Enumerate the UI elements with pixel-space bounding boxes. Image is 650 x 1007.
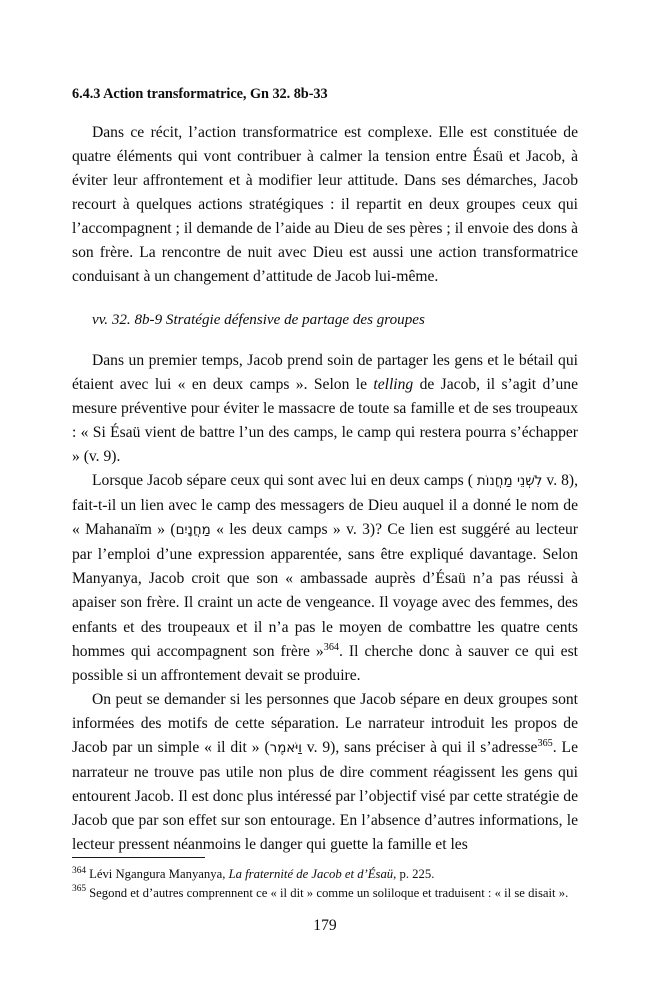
- hebrew-vayomer: וַיֹּאמֶר: [269, 741, 302, 757]
- page-number: 179: [313, 917, 337, 934]
- para4-segment-2: v. 9), sans préciser à qui il s’adresse: [301, 739, 538, 757]
- page-content: [72, 0, 578, 857]
- para3-segment-2: v. 8), fait-t-il un lien avec le camp des messagers de Dieu auquel il a donné le nom de « Mahanaïm » (: [72, 471, 578, 539]
- footnote-reference-364[interactable]: 364: [323, 641, 340, 653]
- para3-segment-1: Lorsque Jacob sépare ceux qui sont avec lui en deux camps (: [92, 471, 477, 489]
- para4-segment-1: On peut se demander si les personnes que Jacob sépare en deux groupes sont informées des motifs de cette séparation. Le narrateur introduit les propos de Jacob par un simple « il dit » (: [72, 690, 578, 757]
- footnote-reference-365[interactable]: 365: [537, 737, 553, 749]
- body-paragraph-3: [72, 469, 578, 688]
- footnote-365-number: 365: [72, 884, 87, 895]
- body-paragraph-1: Dans ce récit, l’action transformatrice est complexe. Elle est constituée de quatre éléments qui vont contribuer à calmer la tension entre Ésaü et Jacob, à éviter leur affrontement et à modifier leur attitude. Dans ses démarches, Jacob recourt à quelques actions stratégiques : il repartit en deux groupes ceux qui l’accompagnent ; il demande de l’aide au Dieu de ses pères ; il envoie des dons à son frère. La rencontre de nuit avec Dieu est aussi une action transformatrice conduisant à un changement d’attitude de Jacob lui-même.: [72, 123, 578, 286]
- body-paragraph-2: [72, 349, 578, 469]
- footnote-365-text: Segond et d’autres comprennent ce « il dit » comme un soliloque et traduisent : « il se disait ».: [89, 885, 569, 900]
- footnote-364-number: 364: [72, 865, 87, 876]
- section-heading: 6.4.3 Action transformatrice, Gn 32. 8b-33: [72, 86, 328, 102]
- footnote-364: [72, 865, 578, 884]
- footnote-364-title: La fraternité de Jacob et d’Ésaü: [228, 867, 394, 881]
- verse-subheading: vv. 32. 8b-9 Stratégie défensive de partage des groupes: [92, 311, 425, 328]
- para2-italic-telling: telling: [373, 375, 414, 393]
- hebrew-lishnei-machanot: לִשְׁנֵי מַחֲנוֹת: [476, 473, 543, 489]
- footnote-separator-rule: [72, 857, 205, 858]
- footnote-364-segment-2: , p. 225.: [393, 867, 435, 881]
- para2-segment-1: Dans un premier temps, Jacob prend soin de partager les gens et le bétail qui étaient avec lui « en deux camps ». Selon le: [72, 351, 578, 393]
- para4-segment-3: . Le narrateur ne trouve pas utile non plus de dire comment réagissent les gens qui entourent Jacob. Il est donc plus intéressé par l’objectif visé par cette stratégie de Jacob que par son effet sur son entourage. En l’absence d’autres informations, le lecteur pressent néanmoins le danger qui guette la famille et les: [72, 739, 578, 854]
- para2-segment-2: de Jacob, il s’agit d’une mesure préventive pour éviter le massacre de toute sa famille et de ses troupeaux : « Si Ésaü vient de battre l’un des camps, le camp qui restera pourra s’échapper » (v. 9).: [72, 375, 578, 465]
- footnotes-area: [72, 857, 578, 902]
- hebrew-mahanaim: מַחֲנָיִם: [175, 523, 211, 539]
- footnote-364-segment-1: Lévi Ngangura Manyanya,: [89, 867, 229, 881]
- para3-segment-3: « les deux camps » v. 3)? Ce lien est suggéré au lecteur par l’emploi d’une expression apparentée, sans être expliqué davantage. Selon Manyanya, Jacob croit que son « ambassade auprès d’Ésaü n’a pas réussi à apaiser son frère. Il craint un acte de vengeance. Il voyage avec des femmes, des enfants et des troupeaux et il n’a pas le moyen de combattre les quatre cents hommes qui accompagnent son frère »: [72, 521, 578, 660]
- footnote-365: [72, 884, 578, 903]
- para3-segment-4: . Il cherche donc à sauver ce qui est possible si un affrontement devait se produire.: [72, 642, 578, 684]
- body-paragraph-4: [72, 688, 578, 858]
